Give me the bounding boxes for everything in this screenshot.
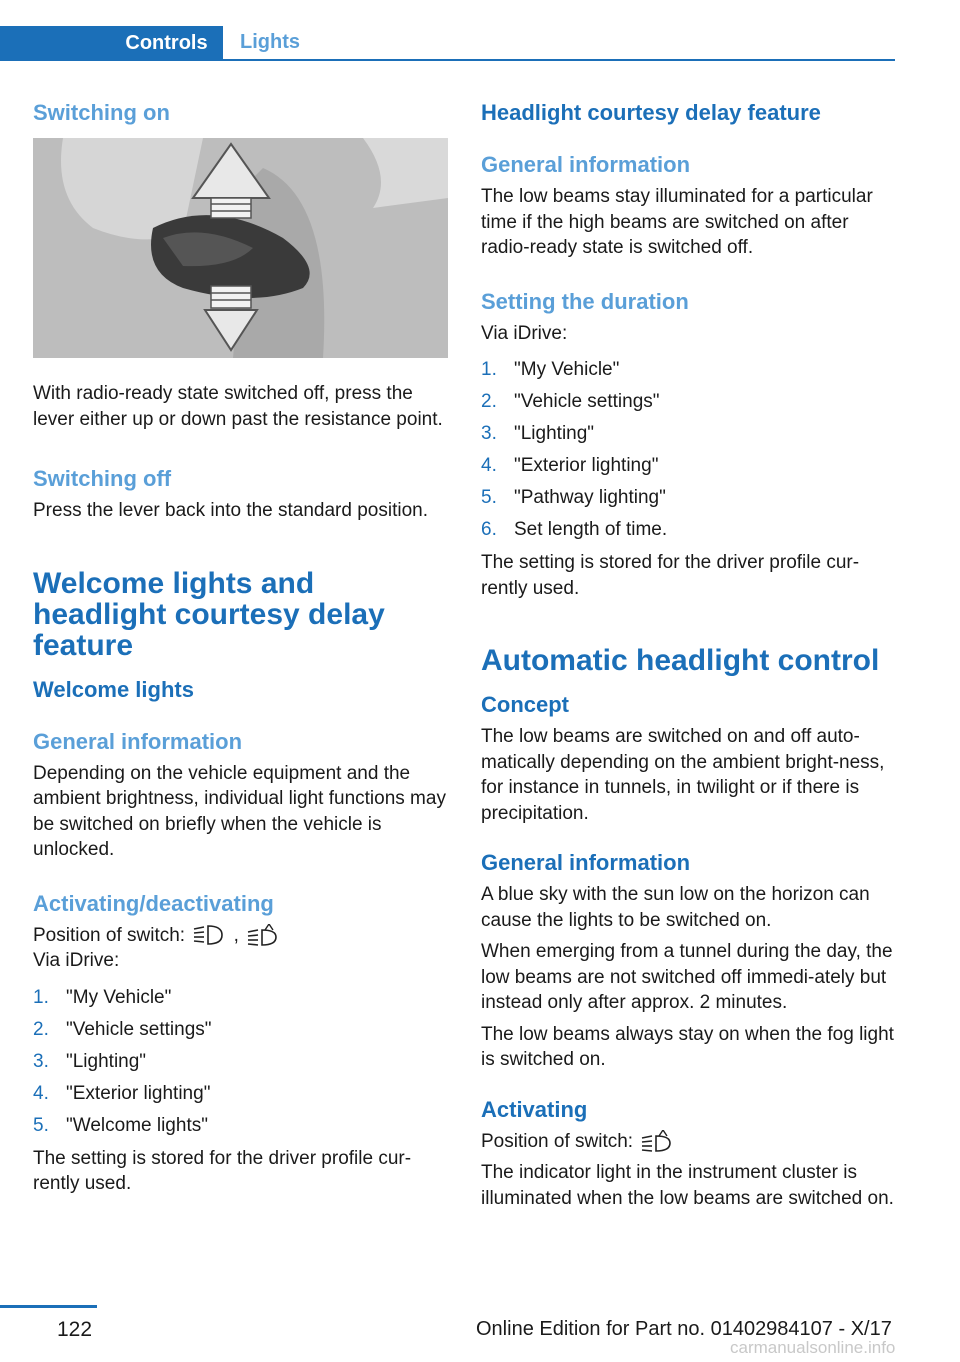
tab-controls[interactable]: Controls xyxy=(0,26,223,61)
courtesy-steps-list xyxy=(481,354,895,546)
welcome-position-line xyxy=(33,923,448,949)
list-item: 2. "Vehicle settings" xyxy=(33,1018,212,1040)
auto-headlight-switch-icon xyxy=(640,1130,674,1152)
courtesy-stored-text: The setting is stored for the driver profile cur‐rently used. xyxy=(481,552,860,599)
welcome-steps-list xyxy=(33,982,448,1142)
low-beam-switch-icon xyxy=(192,924,226,946)
courtesy-general-heading: General information xyxy=(481,152,691,177)
switching-off-text: Press the lever back into the standard position. xyxy=(33,500,429,521)
welcome-general-heading: General information xyxy=(33,728,243,754)
left-column xyxy=(33,98,448,1197)
list-item: 4. "Exterior lighting" xyxy=(33,1082,211,1104)
position-label: Position of switch: xyxy=(481,1130,634,1152)
list-item: 1. "My Vehicle" xyxy=(481,359,620,380)
auto-general-text-2: When emerging from a tunnel during the day, the low beams are not switched off immedi‐ately but instead only after approx. 2 minutes. xyxy=(481,941,893,1013)
list-item: 2. "Vehicle settings" xyxy=(481,391,660,412)
courtesy-heading: Headlight courtesy delay feature xyxy=(481,100,821,125)
lever-illustration xyxy=(33,138,448,358)
welcome-lights-heading: Welcome lights xyxy=(33,676,194,702)
welcome-lights-main-heading: Welcome lights and headlight courtesy delay feature xyxy=(33,566,385,662)
concept-heading: Concept xyxy=(481,692,569,717)
auto-general-heading: General information xyxy=(481,850,691,875)
auto-headlight-switch-icon xyxy=(246,924,280,946)
list-item: 5. "Pathway lighting" xyxy=(481,487,666,508)
list-item: 4. "Exterior lighting" xyxy=(481,455,659,476)
list-item: 1. "My Vehicle" xyxy=(33,986,172,1008)
switching-off-heading: Switching off xyxy=(33,466,172,491)
list-item: 5. "Welcome lights" xyxy=(33,1114,208,1136)
auto-activating-heading: Activating xyxy=(481,1096,588,1122)
welcome-stored-text: The setting is stored for the driver profile cur‐rently used. xyxy=(33,1147,412,1194)
edition-line: Online Edition for Part no. 01402984107 - X/17 xyxy=(476,1318,892,1340)
right-column xyxy=(481,98,895,1211)
auto-general-text-3: The low beams always stay on when the fog light is switched on. xyxy=(481,1023,894,1070)
courtesy-via-idrive: Via iDrive: xyxy=(481,322,568,344)
courtesy-general-text: The low beams stay illuminated for a particular time if the high beams are switched on after radio-ready state is switched off. xyxy=(481,186,873,258)
switching-on-heading: Switching on xyxy=(33,100,170,125)
watermark: carmanualsonline.info xyxy=(730,1338,896,1357)
auto-headlight-main-heading: Automatic headlight control xyxy=(481,644,880,677)
switching-on-text: With radio-ready state switched off, press the lever either up or down past the resistance point. xyxy=(33,383,443,430)
auto-position-line xyxy=(481,1129,895,1155)
footer-rule xyxy=(0,1305,97,1308)
duration-heading: Setting the duration xyxy=(481,288,689,314)
list-item: 3. "Lighting" xyxy=(33,1050,147,1072)
welcome-via-idrive: Via iDrive: xyxy=(33,950,120,971)
tab-lights[interactable]: Lights xyxy=(240,31,300,53)
concept-text: The low beams are switched on and off auto‐matically depending on the ambient bright‐ness, for instance in tunnels, in twilight or if there is precipitation. xyxy=(481,726,885,824)
position-label: Position of switch: xyxy=(33,924,186,946)
position-separator: , xyxy=(233,924,239,946)
list-item: 3. "Lighting" xyxy=(481,423,595,444)
indicator-text: The indicator light in the instrument cluster is illuminated when the low beams are switched on. xyxy=(481,1162,894,1209)
auto-general-text-1: A blue sky with the sun low on the horizon can cause the lights to be switched on. xyxy=(481,884,870,931)
page-header xyxy=(0,26,895,62)
page-number: 122 xyxy=(57,1318,93,1341)
list-item: 6. Set length of time. xyxy=(481,519,668,540)
welcome-general-text: Depending on the vehicle equipment and the ambient brightness, individual light functions may be switched on briefly when the vehicle is unlocked. xyxy=(33,762,446,860)
welcome-activating-heading: Activating/deactivating xyxy=(33,890,274,916)
